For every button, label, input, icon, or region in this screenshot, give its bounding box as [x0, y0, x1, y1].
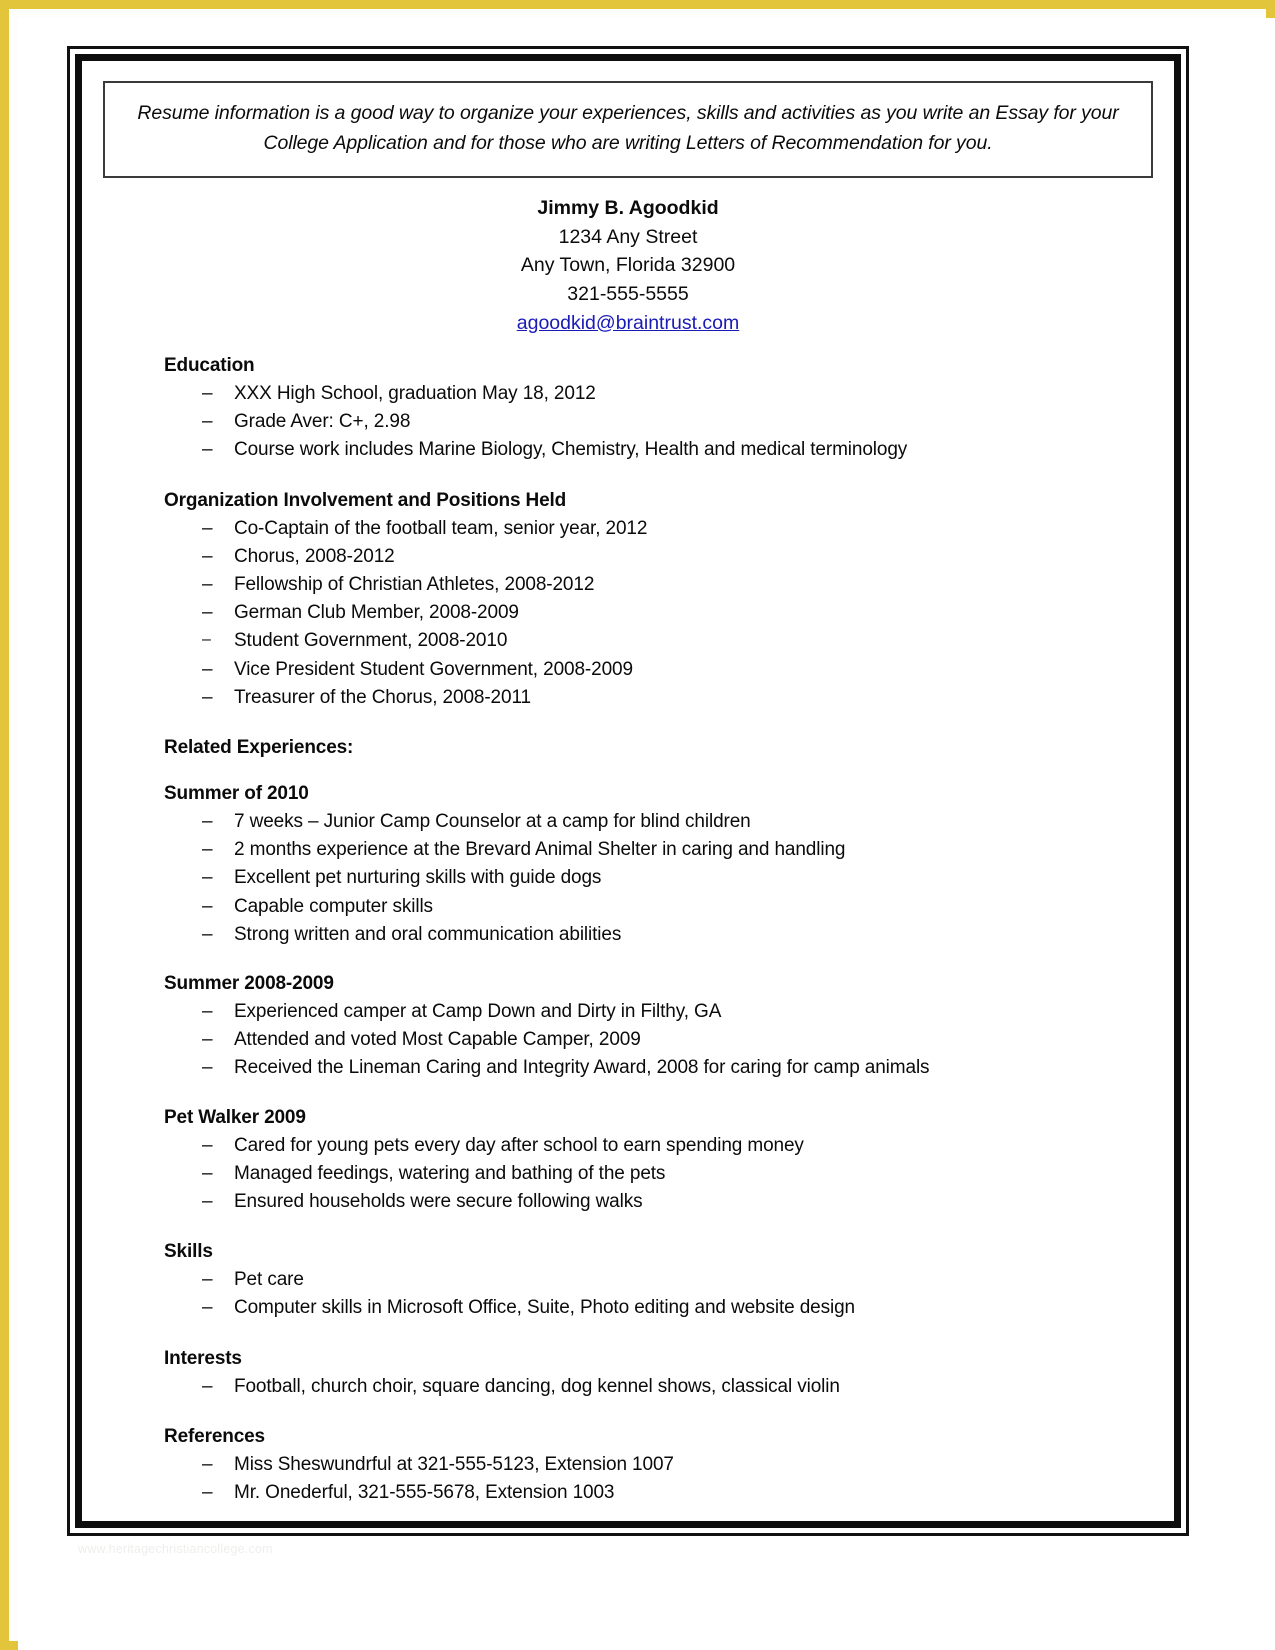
bullet-item — [164, 380, 1140, 408]
en-dash-bullet-icon: – — [202, 923, 213, 945]
city-state-zip: Any Town, Florida 32900 — [520, 254, 736, 277]
bullet-text: Received the Lineman Caring and Integrity Award, 2008 for caring for camp animals — [234, 1057, 930, 1079]
bullet-item — [164, 864, 1140, 892]
bullet-item — [164, 408, 1140, 436]
bullet-list — [164, 998, 1140, 1083]
contact-header — [82, 194, 1174, 337]
resume-section — [164, 973, 1140, 1083]
bullet-item — [164, 1451, 1140, 1479]
resume-section — [164, 1348, 1140, 1401]
en-dash-bullet-icon: – — [202, 574, 213, 596]
bullet-text: 2 months experience at the Brevard Animal Shelter in caring and handling — [234, 839, 846, 861]
bullet-text: Excellent pet nurturing skills with guide dogs — [234, 867, 602, 889]
en-dash-bullet-icon: – — [202, 602, 213, 624]
en-dash-bullet-icon: – — [202, 658, 213, 680]
en-dash-bullet-icon: – — [202, 1482, 213, 1504]
resume-section — [164, 783, 1140, 949]
en-dash-bullet-icon: – — [202, 439, 213, 461]
bullet-item — [164, 1132, 1140, 1160]
bullet-text: Computer skills in Microsoft Office, Suite, Photo editing and website design — [234, 1297, 856, 1319]
bullet-text: Ensured households were secure following walks — [234, 1191, 643, 1213]
bullet-text: XXX High School, graduation May 18, 2012 — [234, 383, 596, 404]
bullet-text: Attended and voted Most Capable Camper, 2009 — [234, 1029, 641, 1051]
bullet-text: Miss Sheswundrful at 321-555-5123, Extension 1007 — [234, 1453, 674, 1475]
site-watermark: www.heritagechristiancollege.com — [78, 1542, 273, 1556]
section-heading: Education — [164, 355, 255, 376]
bullet-list — [164, 808, 1140, 949]
bullet-text: Strong written and oral communication abilities — [234, 923, 622, 945]
bullet-item — [164, 1266, 1140, 1294]
en-dash-bullet-icon: – — [202, 1134, 213, 1156]
bullet-list — [164, 1373, 1140, 1401]
bullet-list — [164, 1132, 1140, 1217]
section-heading: Summer of 2010 — [164, 783, 309, 805]
resume-body — [164, 355, 1140, 1507]
en-dash-bullet-icon: – — [202, 517, 213, 539]
bullet-item — [164, 1373, 1140, 1401]
section-heading: References — [164, 1425, 265, 1447]
email-link[interactable]: agoodkid@braintrust.com — [516, 311, 740, 334]
section-heading: Organization Involvement and Positions Held — [164, 489, 567, 511]
en-dash-bullet-icon: – — [202, 867, 213, 889]
bullet-item — [164, 571, 1140, 599]
resume-section — [164, 1241, 1140, 1322]
bullet-text: Grade Aver: C+, 2.98 — [234, 411, 411, 433]
section-heading: Related Experiences: — [164, 737, 354, 759]
en-dash-bullet-icon: – — [202, 1029, 213, 1051]
bullet-item — [164, 599, 1140, 627]
bullet-item — [164, 436, 1140, 464]
en-dash-bullet-icon: – — [202, 411, 213, 433]
bullet-list — [164, 380, 1140, 465]
phone-number: 321-555-5555 — [567, 282, 689, 305]
bullet-list — [164, 1266, 1140, 1322]
section-heading: Skills — [164, 1241, 213, 1263]
bullet-item — [164, 1479, 1140, 1507]
en-dash-bullet-icon: – — [202, 1453, 213, 1475]
bullet-text: Vice President Student Government, 2008-2009 — [234, 658, 633, 680]
bullet-item — [164, 836, 1140, 864]
resume-section — [164, 1426, 1140, 1507]
section-heading: Pet Walker 2009 — [164, 1106, 306, 1128]
en-dash-bullet-icon: – — [202, 1269, 213, 1291]
street-address: 1234 Any Street — [558, 225, 698, 248]
document-frame-inner — [75, 54, 1181, 1528]
bullet-item — [164, 684, 1140, 712]
en-dash-bullet-icon: – — [202, 1191, 213, 1213]
bullet-text: Football, church choir, square dancing, dog kennel shows, classical violin — [234, 1375, 840, 1397]
bullet-item — [164, 1026, 1140, 1054]
bullet-text: Capable computer skills — [234, 895, 433, 917]
en-dash-bullet-icon: – — [202, 383, 213, 404]
bullet-list — [164, 515, 1140, 712]
bullet-item — [164, 627, 1140, 655]
resume-section — [164, 355, 1140, 465]
document-frame — [67, 46, 1189, 1536]
bullet-item — [164, 1294, 1140, 1322]
resume-section — [164, 1107, 1140, 1217]
bullet-item — [164, 1188, 1140, 1216]
en-dash-bullet-icon: – — [202, 1001, 213, 1023]
bullet-item — [164, 543, 1140, 571]
bullet-text: 7 weeks – Junior Camp Counselor at a camp for blind children — [234, 811, 751, 833]
resume-section — [164, 490, 1140, 712]
bullet-text: Mr. Onederful, 321-555-5678, Extension 1003 — [234, 1482, 615, 1504]
en-dash-bullet-icon: – — [202, 895, 213, 917]
section-heading: Summer 2008-2009 — [164, 973, 334, 995]
bullet-item — [164, 1054, 1140, 1082]
en-dash-bullet-icon: – — [202, 631, 211, 649]
bullet-text: Managed feedings, watering and bathing of the pets — [234, 1162, 666, 1184]
bullet-text: Treasurer of the Chorus, 2008-2011 — [234, 686, 531, 708]
bullet-item — [164, 656, 1140, 684]
bullet-item — [164, 515, 1140, 543]
en-dash-bullet-icon: – — [202, 1375, 213, 1397]
bullet-item — [164, 998, 1140, 1026]
bullet-item — [164, 921, 1140, 949]
bullet-text: Course work includes Marine Biology, Chemistry, Health and medical terminology — [234, 439, 908, 461]
candidate-name: Jimmy B. Agoodkid — [537, 197, 719, 219]
bullet-list — [164, 1451, 1140, 1507]
en-dash-bullet-icon: – — [202, 839, 213, 861]
bullet-item — [164, 1160, 1140, 1188]
en-dash-bullet-icon: – — [202, 1057, 213, 1079]
bullet-text: Pet care — [234, 1269, 304, 1291]
bullet-text: Cared for young pets every day after school to earn spending money — [234, 1134, 804, 1156]
section-heading: Interests — [164, 1347, 242, 1369]
bullet-text: Student Government, 2008-2010 — [234, 630, 508, 652]
en-dash-bullet-icon: – — [202, 1162, 213, 1184]
en-dash-bullet-icon: – — [202, 545, 213, 567]
page-margin — [18, 18, 1275, 1650]
instructional-note-text: Resume information is a good way to organize your experiences, skills and activities as you write an Essay for your College Application and for those who are writing Letters of Recommendation for you. — [137, 102, 1119, 154]
en-dash-bullet-icon: – — [202, 1297, 213, 1319]
bullet-text: Experienced camper at Camp Down and Dirty in Filthy, GA — [234, 1001, 722, 1023]
instructional-note-box — [103, 81, 1153, 178]
en-dash-bullet-icon: – — [202, 811, 213, 833]
bullet-text: Chorus, 2008-2012 — [234, 545, 395, 567]
bullet-item — [164, 808, 1140, 836]
resume-section — [164, 737, 1140, 759]
bullet-text: German Club Member, 2008-2009 — [234, 602, 519, 624]
bullet-text: Co-Captain of the football team, senior year, 2012 — [234, 517, 648, 539]
en-dash-bullet-icon: – — [202, 686, 213, 708]
bullet-item — [164, 893, 1140, 921]
bullet-text: Fellowship of Christian Athletes, 2008-2012 — [234, 574, 595, 596]
